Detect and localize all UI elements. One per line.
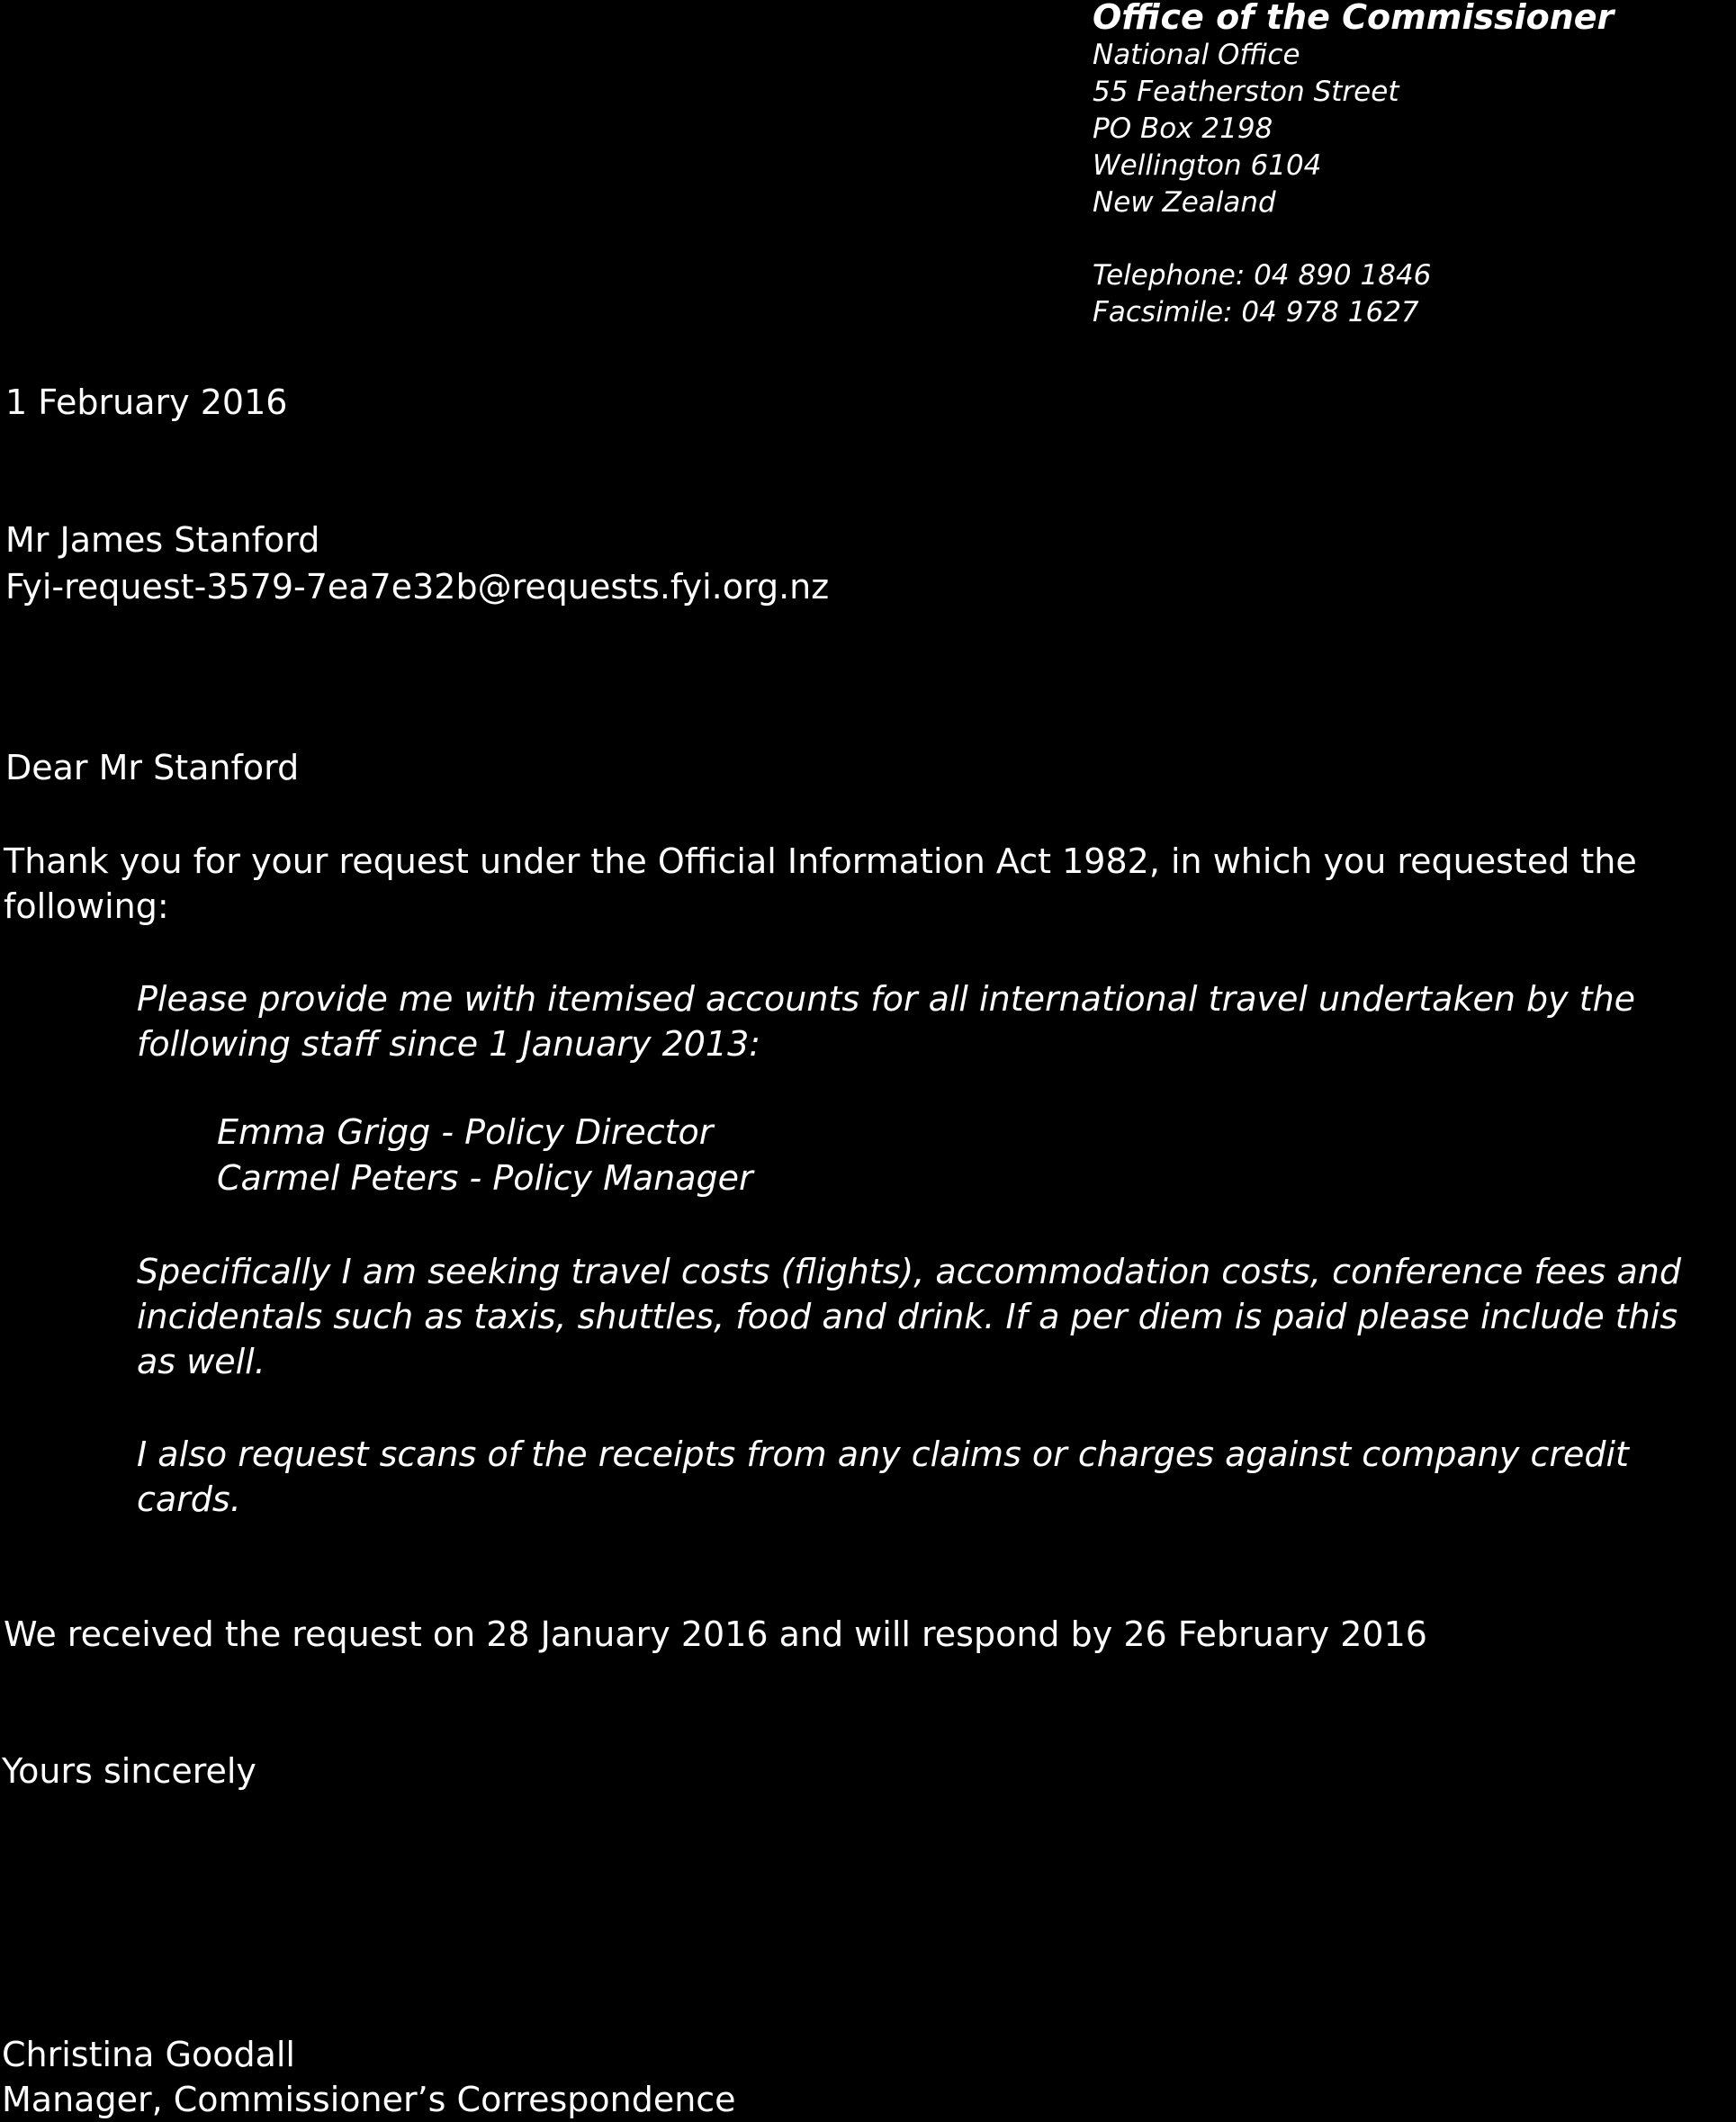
signatory-title: Manager, Commissioner’s Correspondence [2, 2080, 736, 2119]
po-box: PO Box 2198 [1093, 112, 1273, 145]
quoted-request-opening-text: Please provide me with itemised accounts for all international travel undertaken by the following staff since 1 January 2013: [137, 979, 1636, 1064]
city: Wellington 6104 [1093, 149, 1322, 182]
recipient-email: Fyi-request-3579-7ea7e32b@requests.fyi.org.nz [5, 567, 830, 607]
recipient-name: Mr James Stanford [5, 520, 320, 560]
telephone: Telephone: 04 890 1846 [1093, 259, 1432, 292]
closing: Yours sincerely [2, 1751, 256, 1791]
staff-list [217, 1110, 753, 1201]
letterhead-spacer [1093, 221, 1723, 257]
country: New Zealand [1093, 186, 1276, 219]
signatory-name: Christina Goodall [2, 2035, 295, 2074]
street-address: 55 Featherston Street [1093, 76, 1399, 108]
intro-paragraph: Thank you for your request under the Official Information Act 1982, in which you requested the following: [4, 841, 1637, 926]
quoted-request-receipts-text: I also request scans of the receipts from any claims or charges against company credit cards. [137, 1434, 1629, 1519]
quoted-request-receipts [137, 1432, 1703, 1522]
received-notice: We received the request on 28 January 2016 and will respond by 26 February 2016 [4, 1614, 1427, 1654]
letterhead [1093, 0, 1723, 331]
letter-date: 1 February 2016 [5, 382, 288, 422]
office-name: National Office [1093, 39, 1300, 71]
quoted-request-specifics [137, 1249, 1703, 1384]
facsimile: Facsimile: 04 978 1627 [1093, 296, 1419, 328]
quoted-request-opening [137, 976, 1721, 1066]
organisation-name: Office of the Commissioner [1093, 0, 1615, 37]
staff-item: Emma Grigg - Policy Director [217, 1112, 714, 1152]
quoted-request-specifics-text: Specifically I am seeking travel costs (flights), accommodation costs, conference fees and incidentals such as taxis, shuttles, food and drink. If a per diem is paid please include this as well. [137, 1252, 1681, 1381]
salutation: Dear Mr Stanford [5, 748, 300, 787]
staff-item: Carmel Peters - Policy Manager [217, 1158, 753, 1198]
